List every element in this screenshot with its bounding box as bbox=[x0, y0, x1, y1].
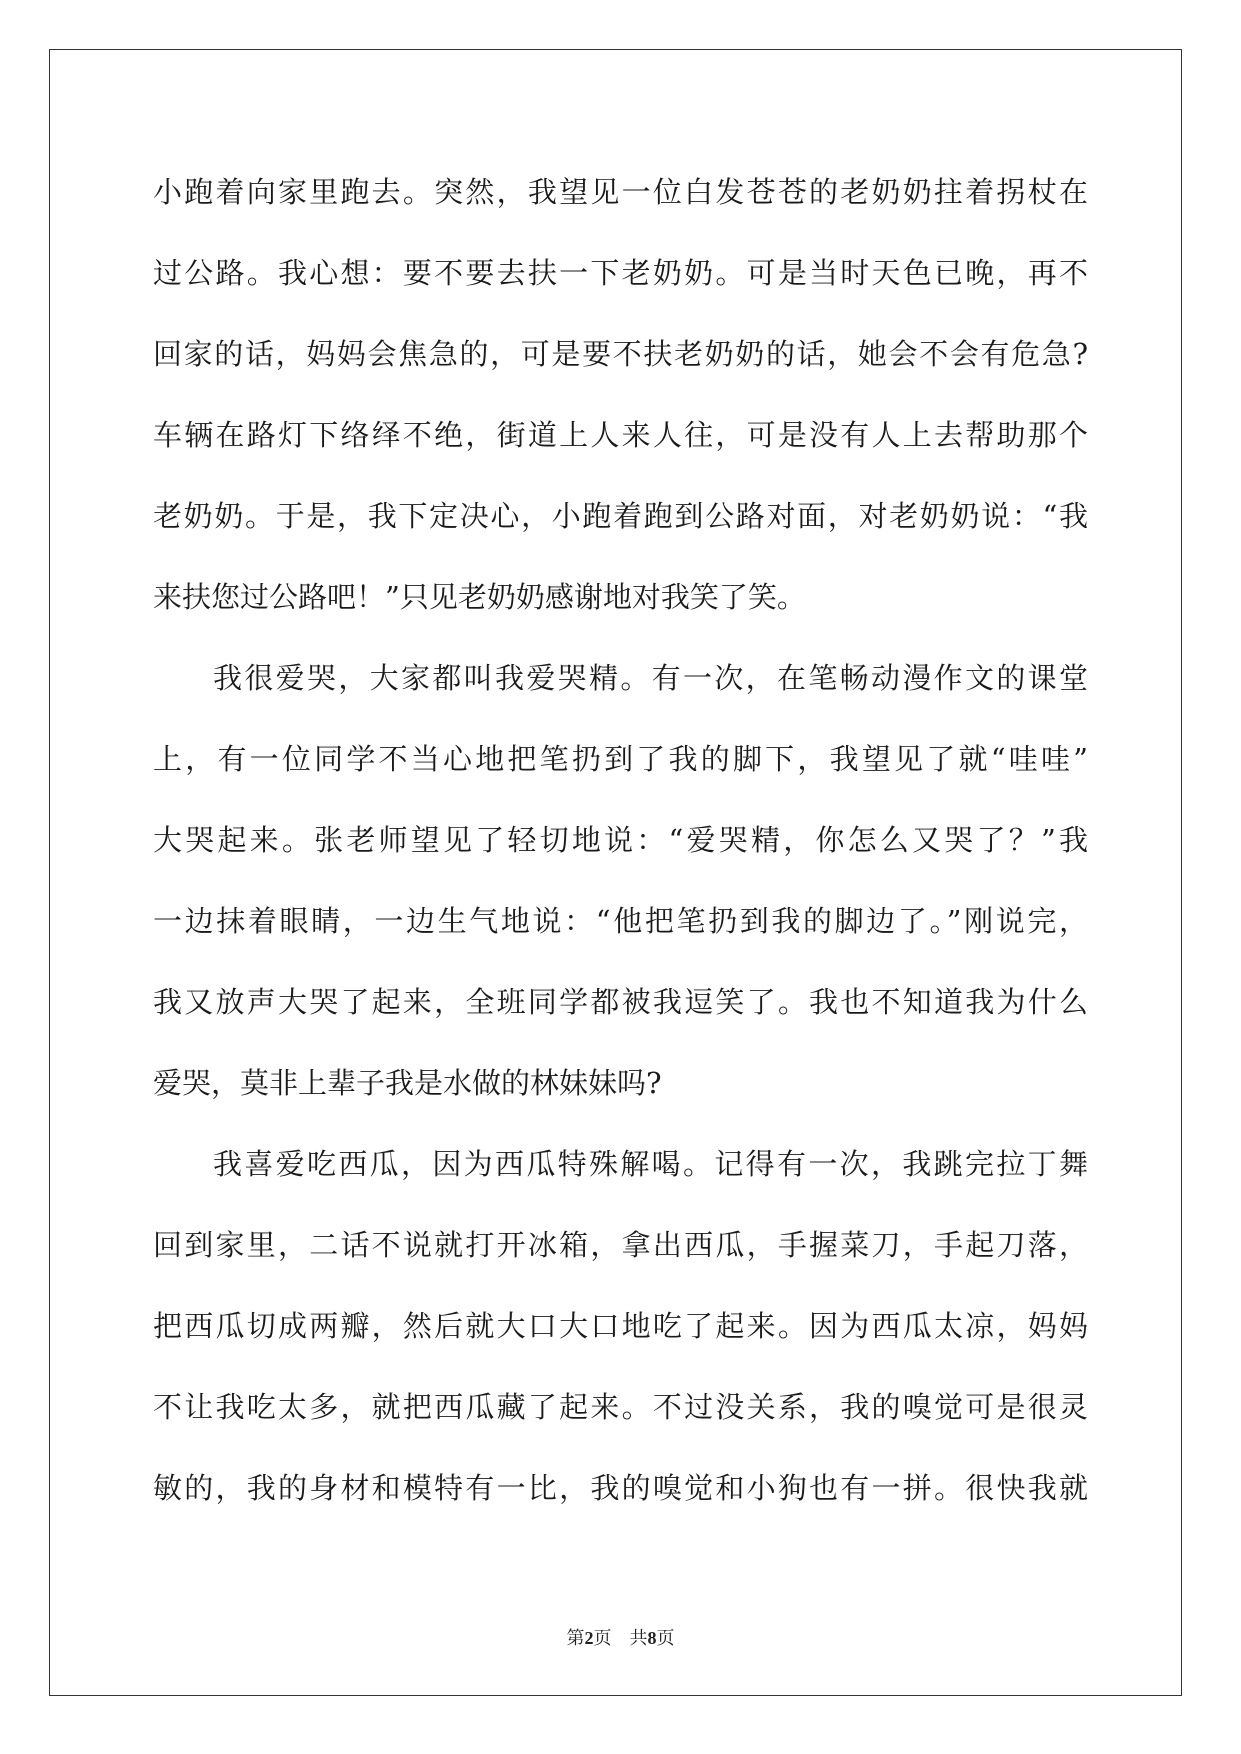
text-line: 回到家里，二话不说就打开冰箱，拿出西瓜，手握菜刀，手起刀落， bbox=[153, 1228, 1088, 1262]
page-footer bbox=[0, 1624, 1241, 1650]
paragraph-3 bbox=[153, 1135, 1088, 1540]
page-prefix: 第 bbox=[566, 1628, 585, 1649]
text-line: 来扶您过公路吧！”只见老奶奶感谢地对我笑了笑。 bbox=[153, 580, 806, 614]
paragraph-2 bbox=[153, 649, 1088, 1135]
page-number bbox=[567, 1624, 612, 1650]
text-line: 过公路。我心想：要不要去扶一下老奶奶。可是当时天色已晚，再不 bbox=[153, 256, 1088, 290]
page-suffix: 页 bbox=[593, 1628, 612, 1649]
text-line: 小跑着向家里跑去。突然，我望见一位白发苍苍的老奶奶拄着拐杖在 bbox=[153, 175, 1088, 209]
text-line: 一边抹着眼睛，一边生气地说：“他把笔扔到我的脚边了。”刚说完， bbox=[153, 904, 1088, 938]
total-count: 8 bbox=[647, 1628, 657, 1648]
text-line: 大哭起来。张老师望见了轻切地说：“爱哭精，你怎么又哭了？”我 bbox=[153, 823, 1088, 857]
text-line: 我又放声大哭了起来，全班同学都被我逗笑了。我也不知道我为什么 bbox=[153, 985, 1088, 1019]
text-line: 上，有一位同学不当心地把笔扔到了我的脚下，我望见了就“哇哇” bbox=[153, 742, 1088, 776]
total-suffix: 页 bbox=[656, 1628, 675, 1649]
text-line: 把西瓜切成两瓣，然后就大口大口地吃了起来。因为西瓜太凉，妈妈 bbox=[153, 1309, 1088, 1343]
text-line: 我喜爱吃西瓜，因为西瓜特殊解喝。记得有一次，我跳完拉丁舞 bbox=[213, 1147, 1088, 1181]
text-line: 我很爱哭，大家都叫我爱哭精。有一次，在笔畅动漫作文的课堂 bbox=[213, 661, 1088, 695]
text-line: 敏的，我的身材和模特有一比，我的嗅觉和小狗也有一拼。很快我就 bbox=[153, 1471, 1088, 1505]
text-line: 回家的话，妈妈会焦急的，可是要不扶老奶奶的话，她会不会有危急? bbox=[153, 337, 1088, 371]
paragraph-1 bbox=[153, 163, 1088, 649]
text-line: 爱哭，莫非上辈子我是水做的林妹妹吗? bbox=[153, 1066, 662, 1100]
text-line: 不让我吃太多，就把西瓜藏了起来。不过没关系，我的嗅觉可是很灵 bbox=[153, 1390, 1088, 1424]
text-line: 老奶奶。于是，我下定决心，小跑着跑到公路对面，对老奶奶说：“我 bbox=[153, 499, 1088, 533]
text-line: 车辆在路灯下络绎不绝，街道上人来人往，可是没有人上去帮助那个 bbox=[153, 418, 1088, 452]
page-total bbox=[630, 1624, 675, 1650]
document-body bbox=[153, 163, 1088, 1540]
total-prefix: 共 bbox=[629, 1628, 648, 1649]
page-current: 2 bbox=[584, 1628, 594, 1648]
